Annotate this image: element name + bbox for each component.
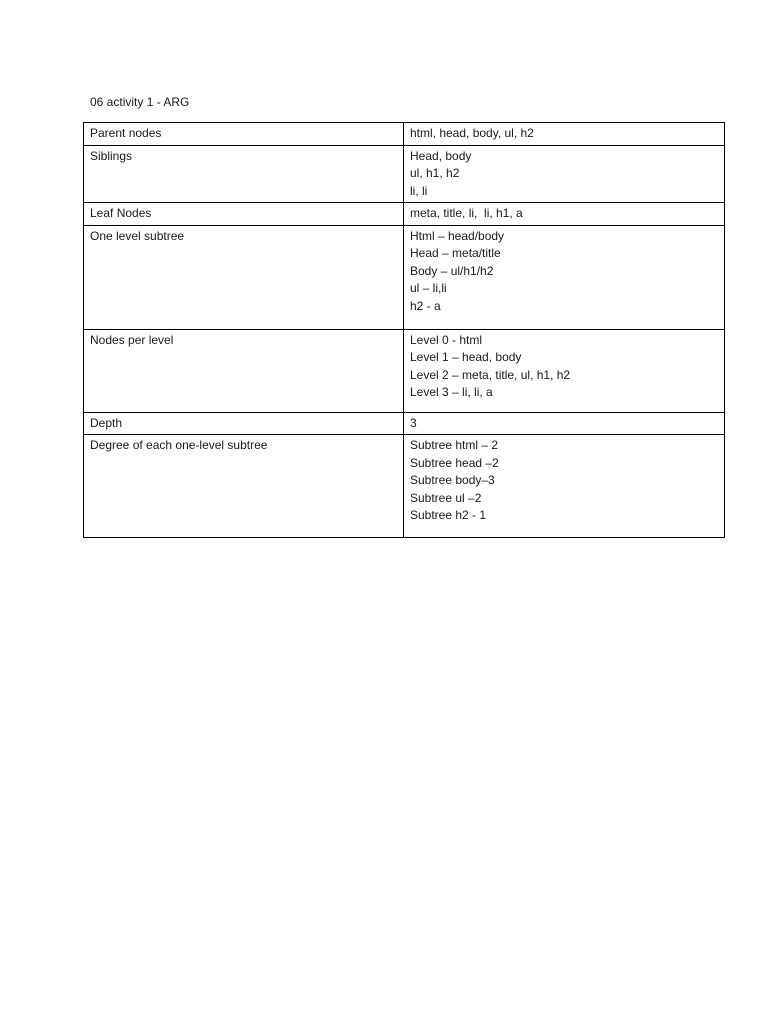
row-value-line: Subtree head –2 [410,455,499,470]
table-row-leaf-nodes [84,203,725,226]
table-row-degree [84,435,725,538]
row-value-line: Level 2 – meta, title, ul, h1, h2 [410,367,571,382]
row-value-line: 3 [410,415,417,430]
row-value-line: Subtree body–3 [410,473,495,487]
row-value-line: Level 1 – head, body [410,350,522,364]
row-value-line: Level 0 - html [410,332,483,347]
row-label [84,412,404,435]
row-label-text: Siblings [90,148,133,163]
row-value-line: html, head, body, ul, h2 [410,126,534,140]
row-value-line: Subtree ul –2 [410,490,482,505]
row-value [404,203,725,226]
row-value-line: Level 3 – li, li, a [410,385,493,399]
row-value-line: Html – head/body [410,228,505,243]
row-value-line: ul, h1, h2 [410,166,460,180]
table-row-depth [84,412,725,435]
document-title: 06 activity 1 - ARG [90,95,190,109]
row-label [84,203,404,226]
tree-properties-table [83,122,725,538]
row-label-text: Parent nodes [90,126,162,140]
row-label-text: One level subtree [90,228,185,243]
row-value [404,123,725,146]
table-row-one-level-subtree [84,225,725,329]
row-value [404,412,725,435]
row-value [404,435,725,538]
row-label-text: Nodes per level [90,332,174,347]
table-row-parent-nodes [84,123,725,146]
row-label [84,329,404,412]
row-value-line: Body – ul/h1/h2 [410,263,494,278]
row-value [404,329,725,412]
row-value-line: meta, title, li, li, h1, a [410,206,523,220]
row-value [404,145,725,203]
row-value-line: Head – meta/title [410,246,501,260]
row-value-line: Subtree html – 2 [410,438,499,452]
row-value-line: h2 - a [410,298,441,313]
row-label [84,435,404,538]
row-label [84,123,404,146]
row-label-text: Depth [90,415,123,430]
row-value-line: Subtree h2 - 1 [410,508,487,522]
row-label-text: Leaf Nodes [90,206,152,220]
row-value-line: Head, body [410,148,472,163]
row-value [404,225,725,329]
row-label [84,225,404,329]
row-label [84,145,404,203]
table-row-siblings [84,145,725,203]
table-row-nodes-per-level [84,329,725,412]
row-value-line: ul – li,li [410,281,447,295]
row-value-line: li, li [410,183,428,198]
row-label-text: Degree of each one-level subtree [90,438,268,452]
